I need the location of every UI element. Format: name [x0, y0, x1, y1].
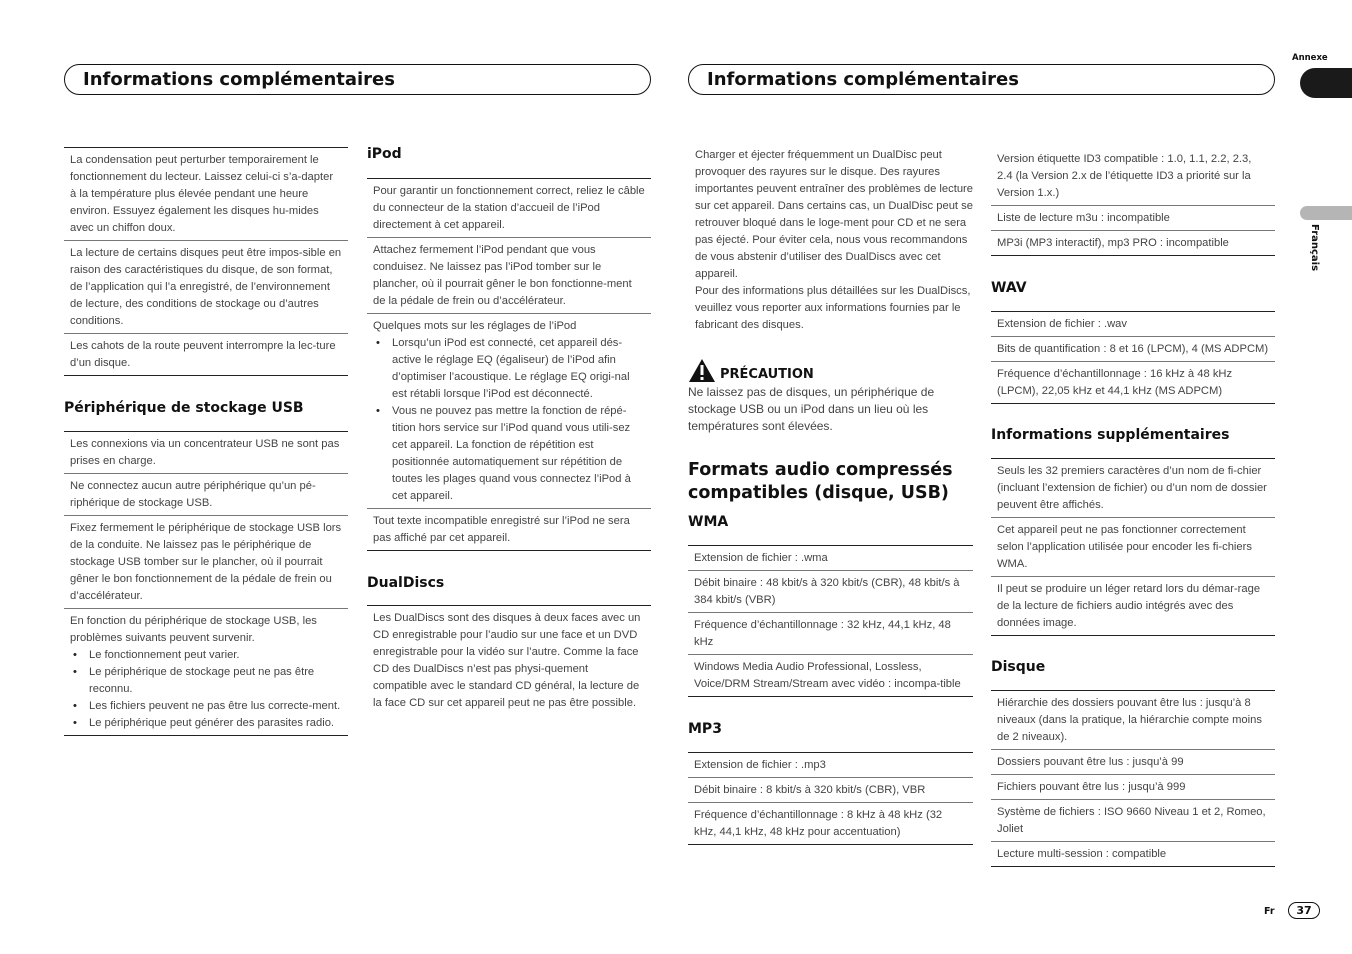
warning-icon — [688, 358, 716, 383]
caution-block — [688, 358, 973, 435]
spec-row: Extension de fichier : .wav — [997, 318, 1127, 330]
list-item: • Le fonctionnement peut varier. — [70, 647, 342, 664]
disc-heading: Disque — [991, 659, 1046, 675]
spec-row: Lecture multi-session : compatible — [991, 841, 1275, 866]
spec-row: Bits de quantification : 8 et 16 (LPCM), 4 (MS ADPCM) — [991, 336, 1275, 361]
dualdisc-text: Les DualDiscs sont des disques à deux faces avec un CD enregistrable pour l’audio sur une face et un DVD enregistrable pour la vidéo sur l’autre. Comme la face CD des DualDiscs n’est pas physi-quement compatible avec le standard CD général, la lecture de la face CD sur cet appareil peut ne pas être possible. — [373, 612, 641, 709]
extra-info-box — [991, 458, 1275, 636]
note-cell: Pour garantir un fonctionnement correct, reliez le câble du connecteur de la station d’accueil de l’iPod directement à cet appareil. — [373, 185, 645, 231]
ipod-heading: iPod — [367, 146, 402, 162]
disc-notes-box — [64, 147, 348, 376]
language-tab — [1300, 206, 1352, 220]
list-item: • Lorsqu’un iPod est connecté, cet appareil dés-active le réglage EQ (égaliseur) de l’iPod afin d’optimiser l’acoustique. Le réglage EQ origi-nal est rétabli lorsque l’iPod est déconnecté. — [373, 335, 645, 403]
spec-row: Extension de fichier : .mp3 — [694, 759, 826, 771]
list-item: • Les fichiers peuvent ne pas être lus correcte-ment. — [70, 698, 342, 715]
mp3-box — [688, 752, 973, 845]
wav-box — [991, 311, 1275, 404]
annex-label: Annexe — [1292, 53, 1328, 63]
spec-row: MP3i (MP3 interactif), mp3 PRO : incompatible — [991, 230, 1275, 255]
section-title-right: Informations complémentaires — [688, 64, 1275, 95]
spec-row: Débit binaire : 8 kbit/s à 320 kbit/s (CBR), VBR — [688, 777, 973, 802]
spec-row: Hiérarchie des dossiers pouvant être lus : jusqu’à 8 niveaux (dans la pratique, la hiérarchie compte moins de 2 niveaux). — [997, 697, 1262, 743]
caution-text: Ne laissez pas de disques, un périphérique de stockage USB ou un iPod dans un lieu où les températures sont élevées. — [688, 385, 935, 433]
dualdisc-continued: Charger et éjecter fréquemment un DualDisc peut provoquer des rayures sur le disque. Des rayures importantes peuvent entraîner des problèmes de lecture sur cet appareil. Dans certains cas, un DualDisc peut se retrouver bloqué dans le loge-ment pour CD et ne sera pas éjecté. Pour éviter cela, nous vous recommandons de vous abstenir d’utiliser des DualDiscs avec cet appareil. — [695, 149, 973, 280]
dualdisc-heading: DualDiscs — [367, 575, 445, 591]
spec-row: Fréquence d’échantillonnage : 32 kHz, 44,1 kHz, 48 kHz — [688, 612, 973, 654]
mp3-cont-box — [991, 147, 1275, 256]
ipod-settings-list — [373, 335, 645, 505]
spec-row: Cet appareil peut ne pas fonctionner correctement selon l’application utilisée pour encoder les fi-chiers WMA. — [991, 517, 1275, 576]
wma-box — [688, 545, 973, 697]
note-cell: Les cahots de la route peuvent interrompre la lec-ture d’un disque. — [64, 333, 348, 375]
page-number: 37 — [1288, 902, 1320, 919]
list-item: • Le périphérique de stockage peut ne pas être reconnu. — [70, 664, 342, 698]
note-cell: Fixez fermement le périphérique de stockage USB lors de la conduite. Ne laissez pas le périphérique de stockage USB tomber sur le plancher, où il pourrait gêner le bon fonctionnement de la pédale de frein ou d’accélérateur. — [64, 515, 348, 608]
formats-heading: Formats audio compressés compatibles (disque, USB) — [688, 460, 953, 503]
wav-heading: WAV — [991, 280, 1027, 296]
language-label: Français — [1309, 224, 1320, 272]
spec-row: Il peut se produire un léger retard lors du démar-rage de la lecture de fichiers audio intégrés avec des données image. — [991, 576, 1275, 635]
ipod-settings-intro: Quelques mots sur les réglages de l’iPod — [373, 320, 577, 332]
note-cell: Les connexions via un concentrateur USB ne sont pas prises en charge. — [70, 438, 340, 467]
usb-heading: Périphérique de stockage USB — [64, 400, 304, 416]
usb-problems-intro: En fonction du périphérique de stockage USB, les problèmes suivants peuvent survenir. — [70, 615, 317, 644]
note-cell: Tout texte incompatible enregistré sur l’iPod ne sera pas affiché par cet appareil. — [367, 508, 651, 550]
usb-problems-list — [70, 647, 342, 732]
note-cell: Attachez fermement l’iPod pendant que vous conduisez. Ne laissez pas l’iPod tomber sur le plancher, où il pourrait gêner le bon fonctionne-ment de la pédale de frein ou d’accélérateur. — [367, 237, 651, 313]
spec-row: Dossiers pouvant être lus : jusqu’à 99 — [991, 749, 1275, 774]
column-1 — [64, 147, 348, 736]
spec-row: Système de fichiers : ISO 9660 Niveau 1 et 2, Romeo, Joliet — [991, 799, 1275, 841]
note-cell: La lecture de certains disques peut être impos-sible en raison des caractéristiques du disque, de son format, de l’application qui l’a enregistré, de l’environnement de lecture, des conditions de stockage ou d’autres conditions. — [64, 240, 348, 333]
dualdisc-more: Pour des informations plus détaillées sur les DualDiscs, veuillez vous reporter aux informations fournies par le fabricant des disques. — [695, 285, 971, 331]
usb-notes-box — [64, 431, 348, 736]
column-4 — [991, 147, 1275, 867]
note-cell: Ne connectez aucun autre périphérique qu’un pé-riphérique de stockage USB. — [64, 473, 348, 515]
annex-tab — [1300, 68, 1352, 98]
spec-row: Extension de fichier : .wma — [694, 552, 828, 564]
list-item: • Vous ne pouvez pas mettre la fonction de répé-tition hors service sur l’iPod quand vous utili-sez cet appareil. La fonction de répétition est positionnée automatiquement sur répétition de toutes les plages quand vous connectez l’iPod à cet appareil. — [373, 403, 645, 505]
language-code: Fr — [1264, 906, 1275, 917]
note-cell — [367, 313, 651, 508]
ipod-notes-box — [367, 178, 651, 551]
spec-row: Fréquence d’échantillonnage : 8 kHz à 48 kHz (32 kHz, 44,1 kHz, 48 kHz pour accentuation) — [688, 802, 973, 844]
column-3 — [688, 147, 973, 845]
mp3-heading: MP3 — [688, 721, 722, 737]
spec-row: Fichiers pouvant être lus : jusqu’à 999 — [991, 774, 1275, 799]
list-item: • Le périphérique peut générer des parasites radio. — [70, 715, 342, 732]
spec-row: Débit binaire : 48 kbit/s à 320 kbit/s (CBR), 48 kbit/s à 384 kbit/s (VBR) — [688, 570, 973, 612]
spec-row: Fréquence d’échantillonnage : 16 kHz à 48 kHz (LPCM), 22,05 kHz et 44,1 kHz (MS ADPCM) — [991, 361, 1275, 403]
dualdisc-box — [367, 605, 651, 715]
spec-row: Windows Media Audio Professional, Lossless, Voice/DRM Stream/Stream avec vidéo : incompa-tible — [688, 654, 973, 696]
disc-box — [991, 690, 1275, 867]
spec-row: Liste de lecture m3u : incompatible — [991, 205, 1275, 230]
note-cell: La condensation peut perturber temporairement le fonctionnement du lecteur. Laissez celui-ci s’a-dapter à la température plus élevée pendant une heure environ. Essuyez également les disques hu-mides avec un chiffon doux. — [70, 154, 334, 234]
column-2 — [367, 145, 651, 715]
spec-row: Version étiquette ID3 compatible : 1.0, 1.1, 2.2, 2.3, 2.4 (la Version 2.x de l’étiquette ID3 a priorité sur la Version 1.x.) — [997, 153, 1252, 199]
note-cell — [64, 608, 348, 735]
caution-title: PRÉCAUTION — [720, 367, 814, 382]
section-title-left: Informations complémentaires — [64, 64, 651, 95]
spec-row: Seuls les 32 premiers caractères d’un nom de fi-chier (incluant l’extension de fichier) ou d’un nom de dossier peuvent être affichés. — [997, 465, 1267, 511]
extra-info-heading: Informations supplémentaires — [991, 427, 1230, 443]
wma-heading: WMA — [688, 514, 729, 530]
